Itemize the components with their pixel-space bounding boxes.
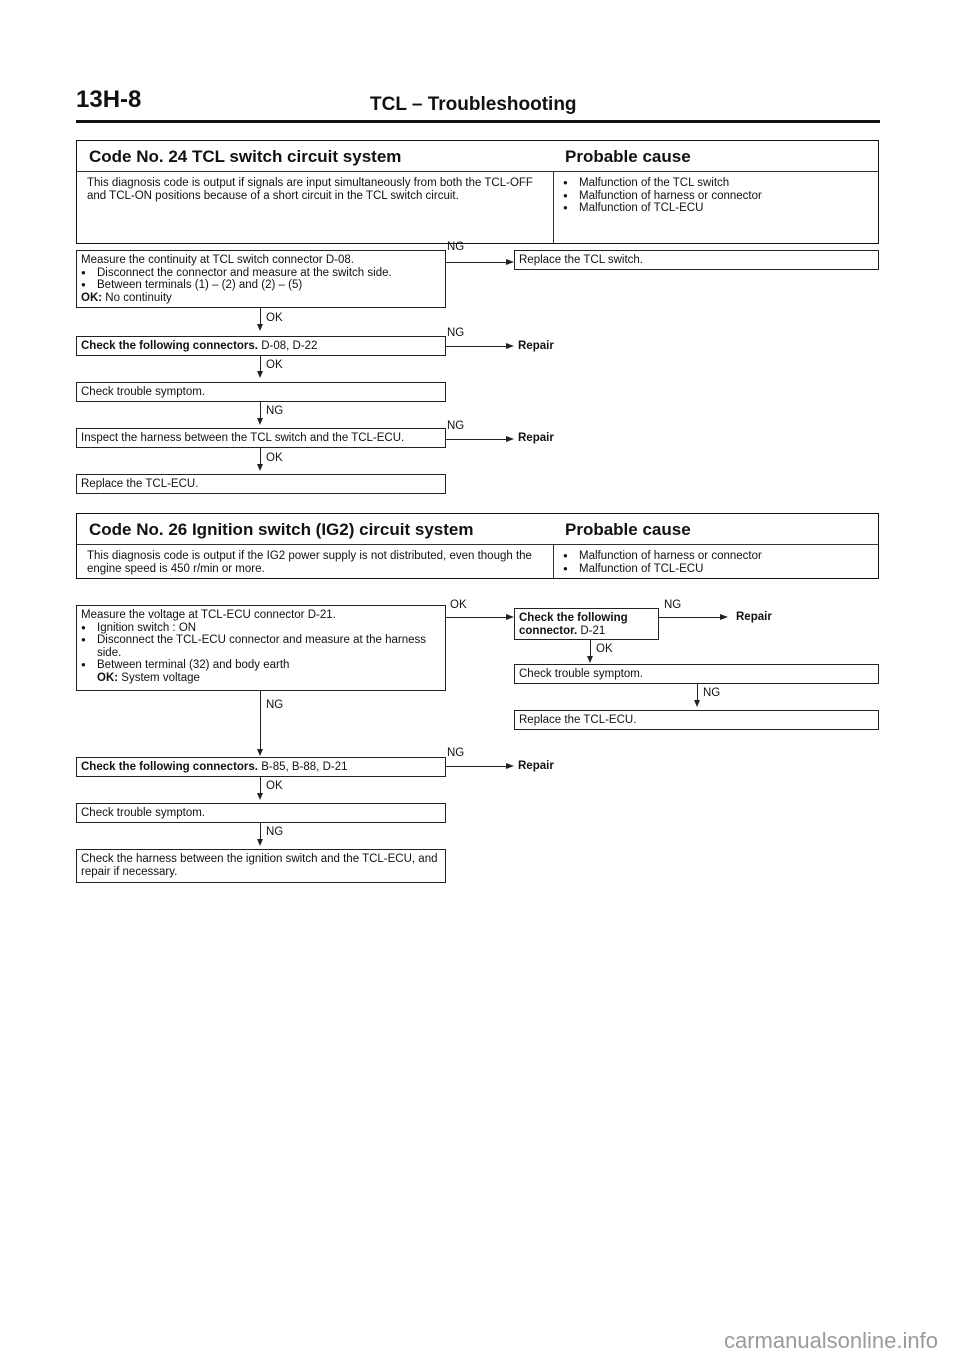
arrow-down-icon xyxy=(257,324,263,331)
code24-cause-title: Probable cause xyxy=(565,147,691,166)
code24-box xyxy=(76,140,879,244)
flow26-step2-bold: Check the following connectors. xyxy=(81,761,258,773)
flow26-step1-bullet: ● Disconnect the TCL-ECU connector and measure at the harness side. xyxy=(81,634,441,659)
ok-label: OK: xyxy=(81,291,103,304)
arrow-right-icon xyxy=(720,614,728,620)
flow24-step2-repair: Repair xyxy=(518,340,554,352)
arrow-right-icon xyxy=(506,763,514,769)
code24-cause: ● Malfunction of the TCL switch xyxy=(563,177,863,190)
flow26-step1-ok-label: OK xyxy=(450,599,467,611)
flow24-step2-bold: Check the following connectors. xyxy=(81,340,258,352)
flow24-step4-ok-label: OK xyxy=(266,452,283,464)
flow26-step2-repair: Repair xyxy=(518,760,554,772)
code24-col-divider xyxy=(553,171,554,243)
flow24-arrow-line xyxy=(446,346,508,347)
arrow-down-icon xyxy=(694,700,700,707)
flow24-step3-ng-label: NG xyxy=(266,405,284,417)
flow26-step1-bullet: ● Between terminal (32) and body earth xyxy=(81,659,441,672)
arrow-right-icon xyxy=(506,614,514,620)
code26-divider xyxy=(77,544,878,545)
code26-box xyxy=(76,513,879,579)
flow26-step2-box xyxy=(76,757,446,777)
flow26-arrow-line xyxy=(659,617,722,618)
flow24-step1-ng-label: NG xyxy=(447,241,465,253)
flow26-right1-repair: Repair xyxy=(736,611,772,623)
arrow-right-icon xyxy=(506,343,514,349)
flow24-step4-box: Inspect the harness between the TCL switch and the TCL-ECU. xyxy=(76,428,446,448)
code26-causes xyxy=(563,550,863,575)
flow24-step1-title: Measure the continuity at TCL switch connector D-08. xyxy=(81,254,354,266)
code24-description: This diagnosis code is output if signals are input simultaneously from both the TCL-OFF and TCL-ON positions because of a short circuit in the TCL switch circuit. xyxy=(87,177,533,202)
flow24-step2-ng-label: NG xyxy=(447,327,465,339)
flow26-step1-ok-line xyxy=(81,672,441,685)
flow26-right1-ok-label: OK xyxy=(596,643,613,655)
flow26-arrow-line xyxy=(446,617,508,618)
flow24-step1-ng-box: Replace the TCL switch. xyxy=(514,250,879,270)
flow24-step3-box: Check trouble symptom. xyxy=(76,382,446,402)
arrow-down-icon xyxy=(257,793,263,800)
flow26-step2-ng-label: NG xyxy=(447,747,465,759)
arrow-down-icon xyxy=(257,371,263,378)
flow26-right3-box: Replace the TCL-ECU. xyxy=(514,710,879,730)
ok-value: No continuity xyxy=(105,291,172,304)
flow24-step2-ok-label: OK xyxy=(266,359,283,371)
arrow-right-icon xyxy=(506,259,514,265)
flow26-step1-box xyxy=(76,605,446,691)
flow24-step5-box: Replace the TCL-ECU. xyxy=(76,474,446,494)
flow24-step1-ok-line xyxy=(81,292,441,305)
flow24-step4-ng-label: NG xyxy=(447,420,465,432)
code24-cause: ● Malfunction of TCL-ECU xyxy=(563,202,863,215)
flow26-step4-box: Check the harness between the ignition switch and the TCL-ECU, and repair if necessary. xyxy=(76,849,446,883)
flow24-step1-ok-label: OK xyxy=(266,312,283,324)
flow24-step2-box xyxy=(76,336,446,356)
flow24-step1-bullet: ● Between terminals (1) – (2) and (2) – (5) xyxy=(81,279,441,292)
flow26-step1-bullet: ● Ignition switch : ON xyxy=(81,622,441,635)
code26-col-divider xyxy=(553,544,554,578)
flow26-connector xyxy=(260,691,261,753)
flow26-step1-title: Measure the voltage at TCL-ECU connector D-21. xyxy=(81,609,336,621)
arrow-down-icon xyxy=(257,418,263,425)
ok-label: OK: xyxy=(97,671,119,684)
flow26-right1-ng-label: NG xyxy=(664,599,682,611)
ok-value: System voltage xyxy=(121,671,200,684)
flow26-step3-box: Check trouble symptom. xyxy=(76,803,446,823)
flow24-step2-rest: D-08, D-22 xyxy=(261,340,318,352)
arrow-down-icon xyxy=(587,656,593,663)
code26-cause: ● Malfunction of TCL-ECU xyxy=(563,563,863,576)
watermark: carmanualsonline.info xyxy=(723,1328,938,1353)
code24-title: Code No. 24 TCL switch circuit system xyxy=(89,147,402,166)
code26-cause: ● Malfunction of harness or connector xyxy=(563,550,863,563)
page-number: 13H-8 xyxy=(76,86,142,113)
header-rule xyxy=(76,120,880,123)
code24-causes xyxy=(563,177,863,215)
flow26-right1-bold: Check the following connector. xyxy=(519,612,628,637)
flow26-step1-bullets xyxy=(81,622,441,672)
code24-cause: ● Malfunction of harness or connector xyxy=(563,190,863,203)
flow24-step1-bullets xyxy=(81,267,441,292)
code26-title: Code No. 26 Ignition switch (IG2) circuit system xyxy=(89,520,474,539)
code26-description: This diagnosis code is output if the IG2 power supply is not distributed, even though the engine speed is 450 r/min or more. xyxy=(87,550,532,575)
flow26-step3-ng-label: NG xyxy=(266,826,284,838)
flow26-right1-rest: D-21 xyxy=(580,624,606,637)
code24-divider xyxy=(77,171,878,172)
arrow-right-icon xyxy=(506,436,514,442)
flow24-step4-repair: Repair xyxy=(518,432,554,444)
flow26-right1-box xyxy=(514,608,659,640)
flow24-step1-box xyxy=(76,250,446,308)
flow26-right2-box: Check trouble symptom. xyxy=(514,664,879,684)
flow26-step2-ok-label: OK xyxy=(266,780,283,792)
arrow-down-icon xyxy=(257,749,263,756)
arrow-down-icon xyxy=(257,464,263,471)
flow26-right2-ng-label: NG xyxy=(703,687,721,699)
flow24-step1-bullet: ● Disconnect the connector and measure at the switch side. xyxy=(81,267,441,280)
arrow-down-icon xyxy=(257,839,263,846)
flow26-arrow-line xyxy=(446,766,508,767)
flow24-arrow-line xyxy=(446,262,508,263)
code26-cause-title: Probable cause xyxy=(565,520,691,539)
flow26-step2-rest: B-85, B-88, D-21 xyxy=(261,761,348,773)
flow24-arrow-line xyxy=(446,439,508,440)
page-title: TCL – Troubleshooting xyxy=(370,94,577,115)
flow26-step1-ng-label: NG xyxy=(266,699,284,711)
